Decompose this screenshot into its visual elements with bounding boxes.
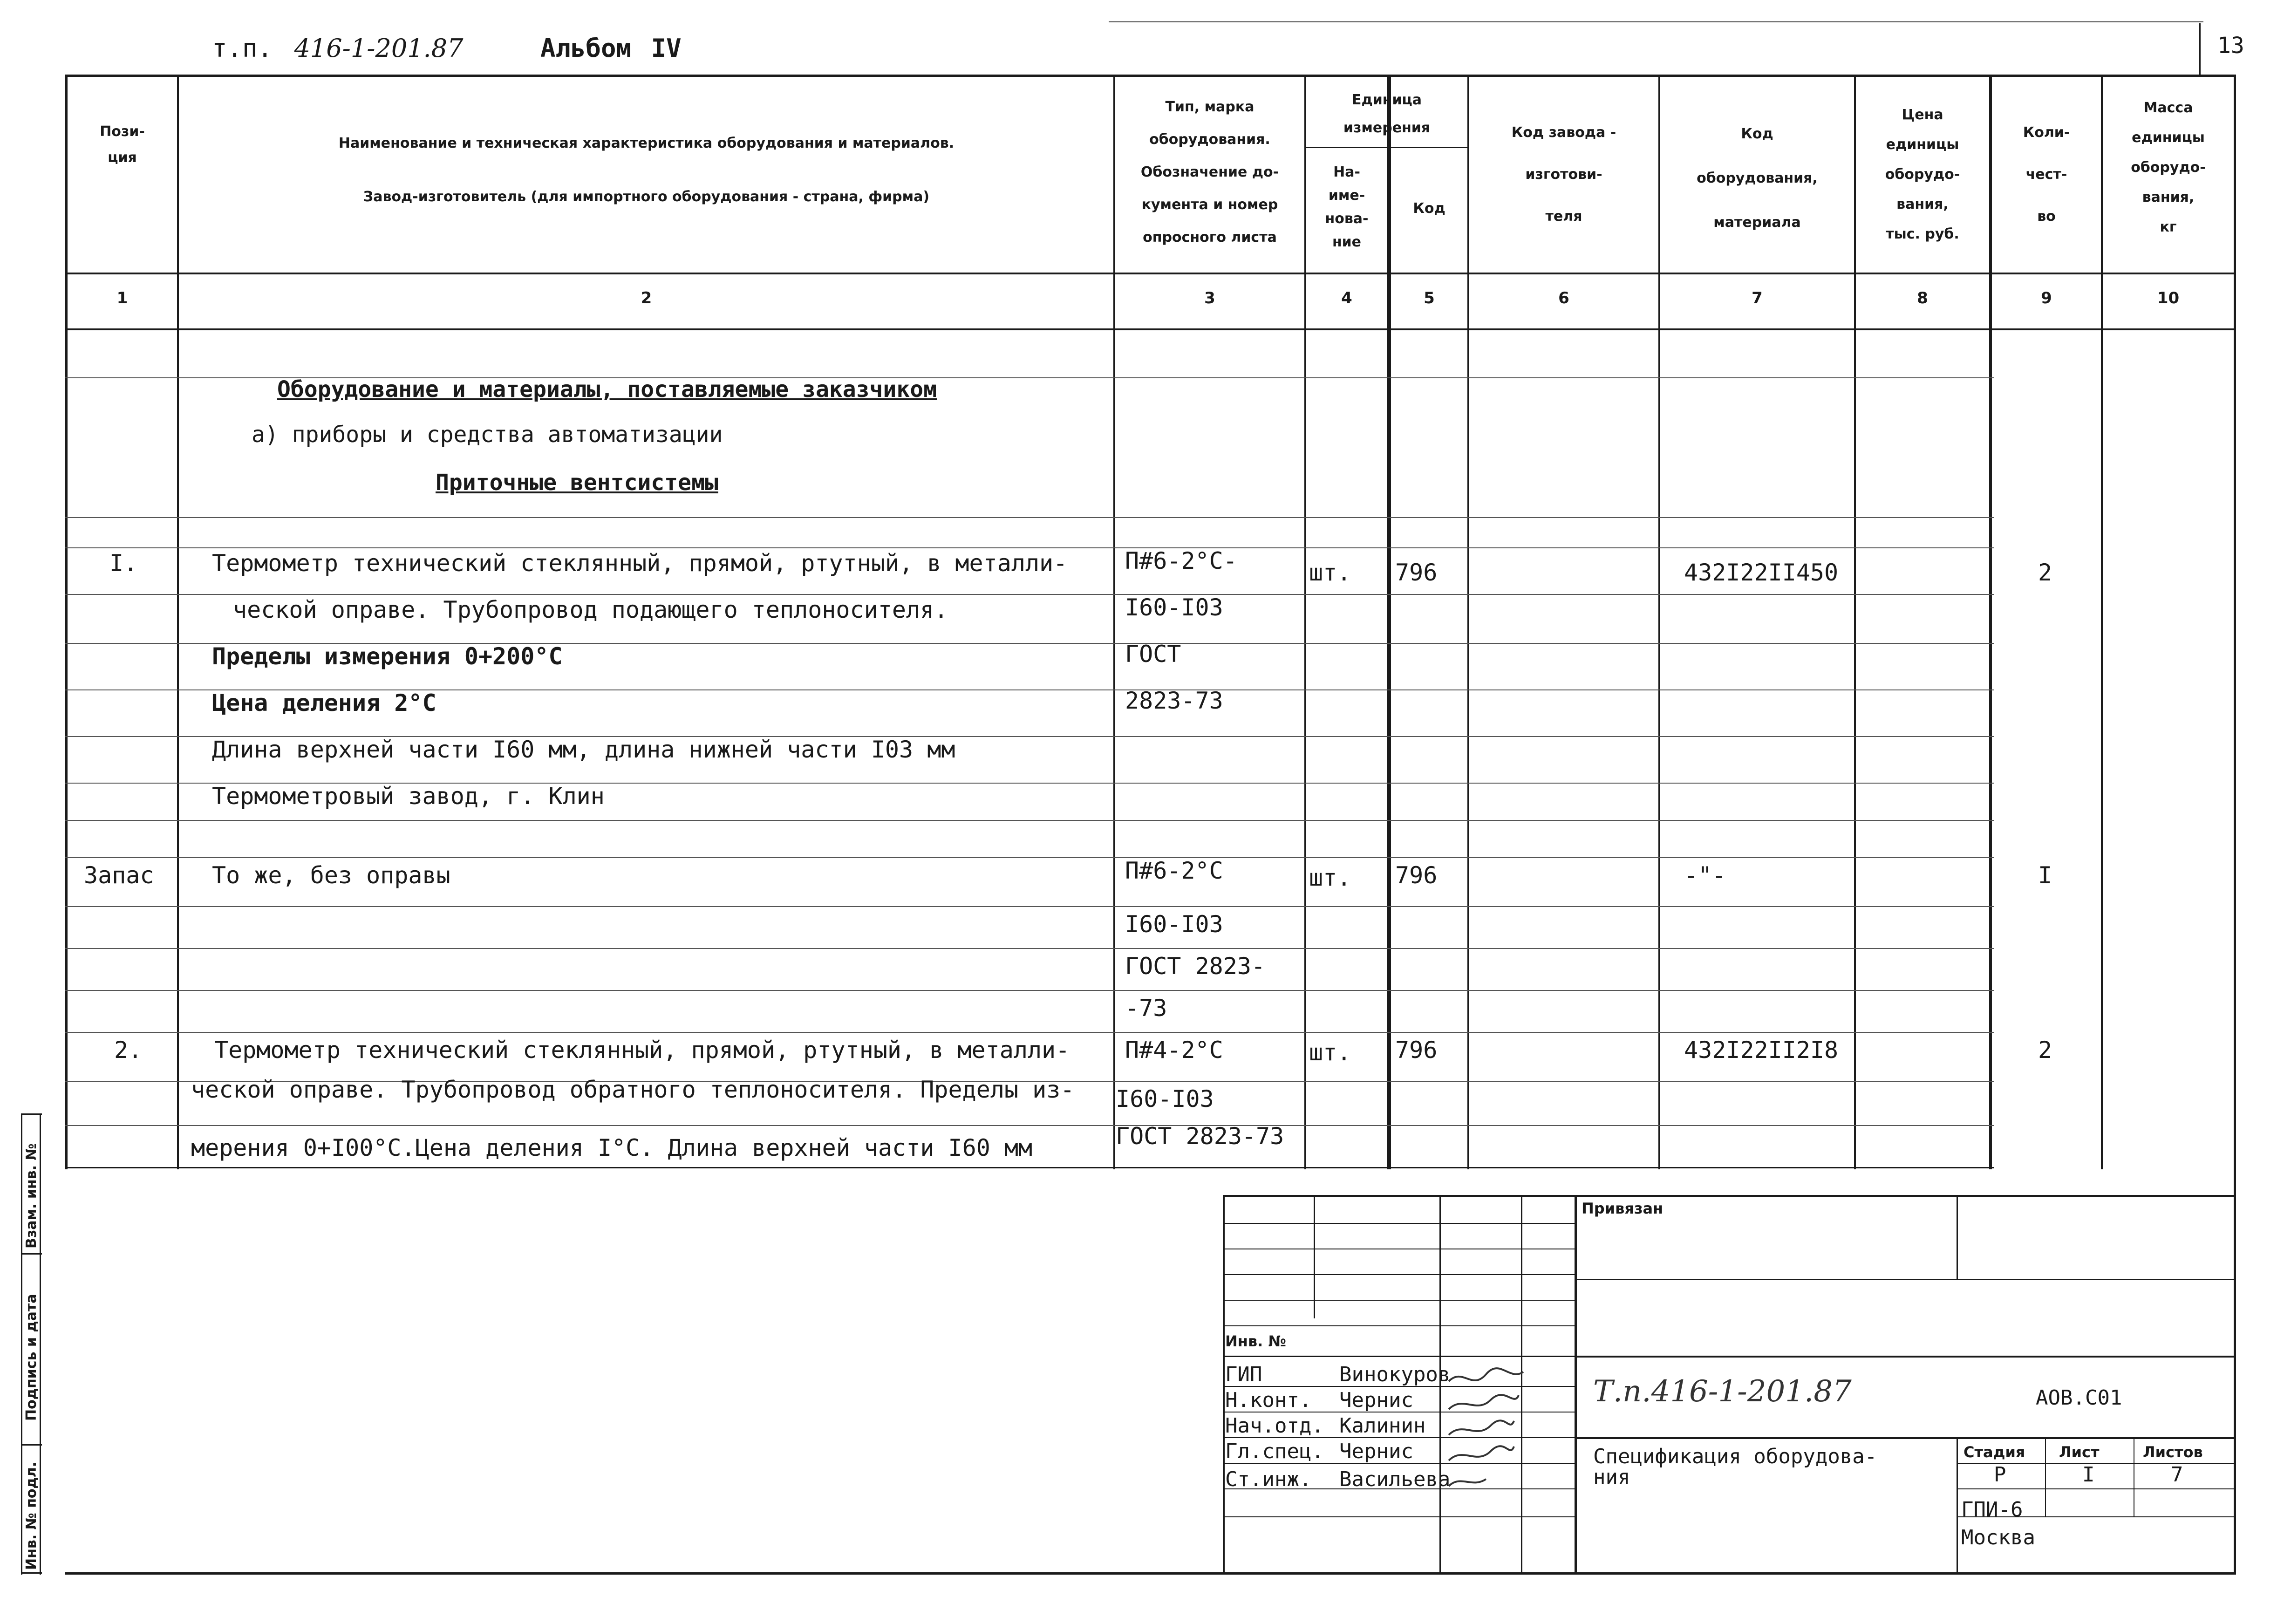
header-type: Тип, марка оборудования. Обозначение до- кумента и номер опросного листа [1140, 99, 1279, 246]
col-num-3: 3 [1204, 289, 1215, 307]
header-position: Пози- ция [100, 123, 145, 166]
header-name-line2: Завод-изготовитель (для импортного оборудования - страна, фирма) [363, 189, 930, 205]
item-unit: шт. [1309, 864, 1351, 891]
page-number: 13 [2217, 33, 2244, 59]
stage-label: Стадия [1964, 1443, 2025, 1461]
item-text-line: мерения 0+I00°С.Цена деления I°С. Длина верхней части I60 мм [191, 1134, 1033, 1161]
item-unit-code: 796 [1395, 862, 1438, 889]
col-num-5: 5 [1424, 289, 1435, 307]
sheet-label: Лист [2059, 1443, 2100, 1461]
item-type-line: ГОСТ [1125, 641, 1181, 668]
item-position: Запас [84, 862, 154, 889]
col-num-4: 4 [1341, 289, 1352, 307]
doc-code: АОВ.С01 [2036, 1386, 2122, 1410]
item-unit: шт. [1309, 1039, 1351, 1066]
staff-name: Васильева [1339, 1467, 1451, 1491]
header-unit-name: На- име- нова- ние [1325, 164, 1369, 250]
col-num-10: 10 [2157, 289, 2180, 307]
item-text-line: Цена деления 2°С [212, 689, 436, 716]
staff-name: Калинин [1339, 1414, 1426, 1438]
organization: ГПИ-6 [1961, 1498, 2023, 1522]
section-main-title: Оборудование и материалы, поставляемые заказчиком [277, 376, 937, 403]
staff-name: Чернис [1339, 1388, 1413, 1412]
item-type-line: П#6-2°С- [1125, 547, 1237, 574]
stamp-replace-inv: Взам. инв. № [23, 1143, 40, 1249]
item-type-line: -73 [1125, 995, 1167, 1022]
header-price: Цена единицы оборудо- вания, тыс. руб. [1885, 107, 1960, 242]
item-type-line: ГОСТ 2823- [1125, 953, 1266, 980]
item-text-line: ческой оправе. Трубопровод обратного теплоносителя. Пределы из- [191, 1076, 1075, 1103]
header-factory-code: Код завода - изготови- теля [1511, 124, 1616, 225]
item-position: I. [109, 550, 138, 577]
album-label: Альбом IV [540, 34, 682, 63]
header-unit: Единица измерения [1343, 92, 1431, 136]
col-num-7: 7 [1752, 289, 1763, 307]
item-text-line: Длина верхней части I60 мм, длина нижней части I03 мм [212, 736, 955, 763]
item-unit: шт. [1309, 559, 1351, 586]
tied-label: Привязан [1582, 1200, 1664, 1217]
item-text-line: То же, без оправы [212, 862, 450, 889]
item-text-line: Термометр технический стеклянный, прямой, ртутный, в металли- [212, 550, 1068, 577]
item-unit-code: 796 [1395, 559, 1438, 586]
sheet-value: I [2082, 1463, 2095, 1487]
project-code: 416-1-201.87 [294, 34, 464, 63]
item-text-line: Пределы измерения 0+200°С [212, 643, 563, 670]
item-type-line: I60-I03 [1125, 911, 1223, 938]
staff-role: ГИП [1225, 1363, 1262, 1386]
city: Москва [1961, 1526, 2035, 1549]
header-unit-code: Код [1413, 200, 1445, 217]
item-equipment-code: 432I22II450 [1684, 559, 1839, 586]
stamp-inv-orig: Инв. № подл. [23, 1461, 40, 1570]
item-equipment-code: -"- [1684, 862, 1726, 889]
item-unit-code: 796 [1395, 1037, 1438, 1064]
item-quantity: 2 [2038, 1037, 2052, 1064]
item-type-line: ГОСТ 2823-73 [1116, 1123, 1284, 1150]
header-mass: Масса единицы оборудо- вания, кг [2131, 100, 2206, 235]
section-group-title: Приточные вентсистемы [436, 470, 718, 496]
header-quantity: Коли- чест- во [2023, 124, 2070, 225]
project-prefix: т.п. [212, 34, 273, 63]
signature-icon [1444, 1363, 1575, 1493]
col-num-2: 2 [641, 289, 652, 307]
col-num-9: 9 [2041, 289, 2052, 307]
col-num-8: 8 [1917, 289, 1928, 307]
staff-name: Чернис [1339, 1440, 1413, 1463]
item-quantity: I [2038, 862, 2052, 889]
staff-role: Гл.спец. [1225, 1440, 1324, 1463]
item-quantity: 2 [2038, 559, 2052, 586]
item-type-line: I60-I03 [1116, 1085, 1214, 1112]
header-equipment-code: Код оборудования, материала [1697, 126, 1818, 231]
sheets-label: Листов [2143, 1443, 2203, 1461]
item-type-line: П#4-2°С [1125, 1037, 1223, 1064]
staff-role: Нач.отд. [1225, 1414, 1324, 1438]
stamp-sign-date: Подпись и дата [23, 1294, 40, 1421]
inv-label: Инв. № [1225, 1332, 1286, 1350]
document-title: Спецификация оборудова- ния [1593, 1445, 1877, 1489]
item-type-line: П#6-2°С [1125, 857, 1223, 884]
col-num-6: 6 [1558, 289, 1569, 307]
item-position: 2. [114, 1037, 143, 1064]
item-text-line: Термометровый завод, г. Клин [212, 783, 605, 810]
item-equipment-code: 432I22II2I8 [1684, 1037, 1839, 1064]
stage-value: Р [1994, 1463, 2006, 1487]
item-text-line: ческой оправе. Трубопровод подающего теплоносителя. [233, 596, 948, 623]
project-header [212, 34, 463, 63]
header-name-line1: Наименование и техническая характеристика оборудования и материалов. [338, 135, 955, 151]
staff-name: Винокуров [1339, 1363, 1451, 1386]
item-text-line: Термометр технический стеклянный, прямой, ртутный, в металли- [214, 1037, 1070, 1064]
designation: Т.п.416-1-201.87 [1593, 1374, 1852, 1409]
col-num-1: 1 [116, 289, 128, 307]
item-type-line: I60-I03 [1125, 594, 1223, 621]
item-type-line: 2823-73 [1125, 687, 1223, 714]
sheets-value: 7 [2171, 1463, 2183, 1487]
section-sub-title: а) приборы и средства автоматизации [252, 422, 723, 448]
staff-role: Н.конт. [1225, 1388, 1312, 1412]
staff-role: Ст.инж. [1225, 1467, 1312, 1491]
album-number: IV [651, 34, 682, 63]
